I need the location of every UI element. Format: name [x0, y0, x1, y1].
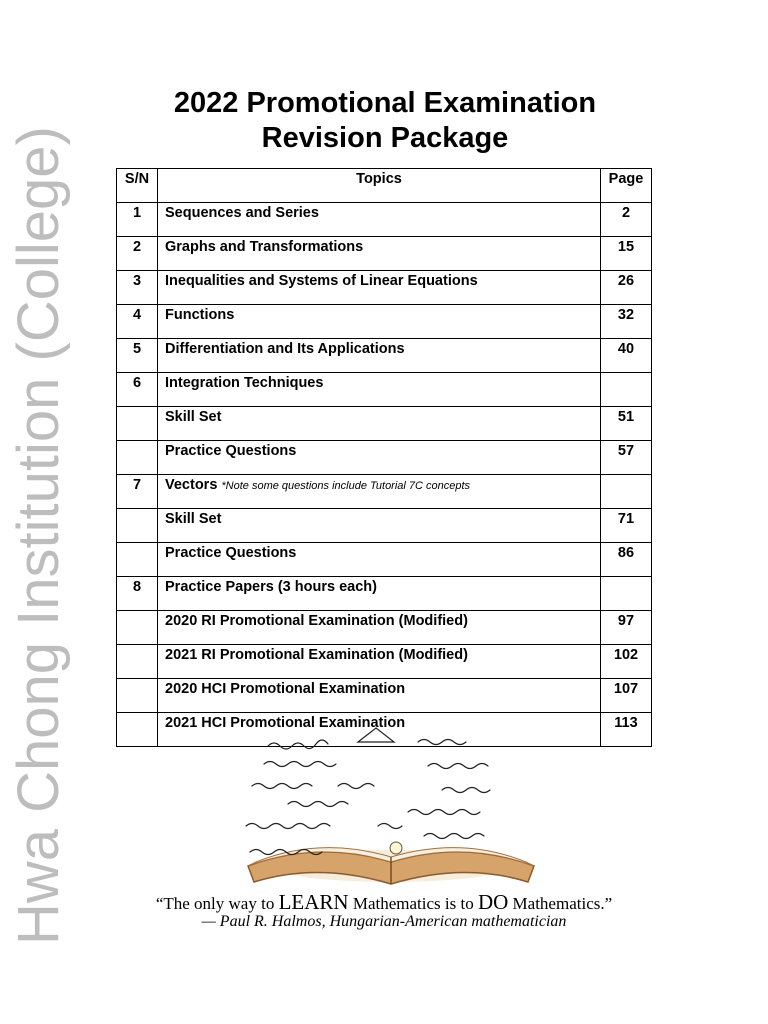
- open-book-with-formulas-icon: [228, 716, 554, 892]
- quote-close: Mathematics.”: [508, 894, 613, 913]
- table-row: [117, 271, 652, 305]
- row-topic-cell: [158, 611, 601, 645]
- row-topic-cell: [158, 543, 601, 577]
- table-row: [117, 679, 652, 713]
- table-row: [117, 203, 652, 237]
- contents-table: [116, 168, 652, 747]
- row-topic-cell: [158, 475, 601, 509]
- row-sn: 6: [117, 373, 158, 407]
- row-sn: 4: [117, 305, 158, 339]
- row-page: [601, 475, 652, 509]
- row-page: 26: [601, 271, 652, 305]
- table-row: [117, 543, 652, 577]
- row-sn: [117, 441, 158, 475]
- row-sn: 2: [117, 237, 158, 271]
- row-page: 102: [601, 645, 652, 679]
- row-sn: [117, 407, 158, 441]
- table-row: [117, 339, 652, 373]
- header-page: Page: [601, 169, 652, 203]
- row-page: 113: [601, 713, 652, 747]
- row-topic-cell: [158, 373, 601, 407]
- table-row: [117, 577, 652, 611]
- row-page: 107: [601, 679, 652, 713]
- row-topic-cell: [158, 679, 601, 713]
- table-row: [117, 441, 652, 475]
- header-sn: S/N: [117, 169, 158, 203]
- table-row: [117, 611, 652, 645]
- row-topic-cell: [158, 577, 601, 611]
- row-topic: Practice Questions: [165, 443, 297, 459]
- row-sn: [117, 611, 158, 645]
- page-title: [130, 86, 640, 156]
- row-sn: [117, 679, 158, 713]
- row-page: 32: [601, 305, 652, 339]
- title-line-1: 2022 Promotional Examination: [173, 87, 597, 119]
- row-topic: Integration Techniques: [165, 375, 324, 391]
- row-topic: Functions: [165, 307, 235, 323]
- row-sn: 8: [117, 577, 158, 611]
- row-topic-cell: [158, 441, 601, 475]
- quote-learn: LEARN: [278, 890, 349, 914]
- table-row: [117, 237, 652, 271]
- row-topic: 2021 HCI Promotional Examination: [165, 715, 406, 731]
- title-line-2: Revision Package: [261, 122, 509, 154]
- quote-open: “The only way to: [155, 894, 279, 913]
- row-topic: Differentiation and Its Applications: [165, 341, 405, 357]
- table-body: [117, 203, 652, 747]
- row-page: 51: [601, 407, 652, 441]
- quote-do: DO: [477, 890, 509, 914]
- table-row: [117, 407, 652, 441]
- row-page: [601, 577, 652, 611]
- row-sn: [117, 713, 158, 747]
- row-sn: [117, 509, 158, 543]
- row-note: *Note some questions include Tutorial 7C concepts: [221, 480, 471, 492]
- row-topic-cell: [158, 237, 601, 271]
- table-header-row: [117, 169, 652, 203]
- table-row: [117, 305, 652, 339]
- row-page: [601, 373, 652, 407]
- row-page: 71: [601, 509, 652, 543]
- row-topic: 2020 RI Promotional Examination (Modified): [165, 613, 468, 629]
- row-topic-cell: [158, 407, 601, 441]
- row-topic: Practice Questions: [165, 545, 297, 561]
- header-topics: Topics: [158, 169, 601, 203]
- row-topic: Vectors: [165, 477, 218, 493]
- row-page: 40: [601, 339, 652, 373]
- quote: [100, 891, 668, 915]
- row-sn: 1: [117, 203, 158, 237]
- row-topic: Graphs and Transformations: [165, 239, 364, 255]
- row-page: 2: [601, 203, 652, 237]
- quote-mid: Mathematics is to: [348, 894, 478, 913]
- row-topic-cell: [158, 645, 601, 679]
- row-topic-cell: [158, 271, 601, 305]
- row-topic: 2020 HCI Promotional Examination: [165, 681, 406, 697]
- row-page: 97: [601, 611, 652, 645]
- row-topic-cell: [158, 509, 601, 543]
- row-page: 86: [601, 543, 652, 577]
- row-topic: 2021 RI Promotional Examination (Modified): [165, 647, 468, 663]
- row-page: 57: [601, 441, 652, 475]
- row-sn: 7: [117, 475, 158, 509]
- quote-author: — Paul R. Halmos, Hungarian-American mathematician: [201, 913, 567, 930]
- vertical-watermark: Hwa Chong Institution (College): [6, 126, 71, 945]
- row-topic-cell: [158, 339, 601, 373]
- row-sn: [117, 645, 158, 679]
- table-row: [117, 373, 652, 407]
- row-sn: [117, 543, 158, 577]
- row-topic: Practice Papers (3 hours each): [165, 579, 377, 595]
- row-topic: Skill Set: [165, 409, 222, 425]
- row-topic: Sequences and Series: [165, 205, 319, 221]
- row-topic-cell: [158, 203, 601, 237]
- row-sn: 3: [117, 271, 158, 305]
- row-topic: Inequalities and Systems of Linear Equations: [165, 273, 478, 289]
- row-page: 15: [601, 237, 652, 271]
- table-row: [117, 645, 652, 679]
- row-sn: 5: [117, 339, 158, 373]
- table-row: [117, 475, 652, 509]
- row-topic: Skill Set: [165, 511, 222, 527]
- table-row: [117, 509, 652, 543]
- row-topic-cell: [158, 305, 601, 339]
